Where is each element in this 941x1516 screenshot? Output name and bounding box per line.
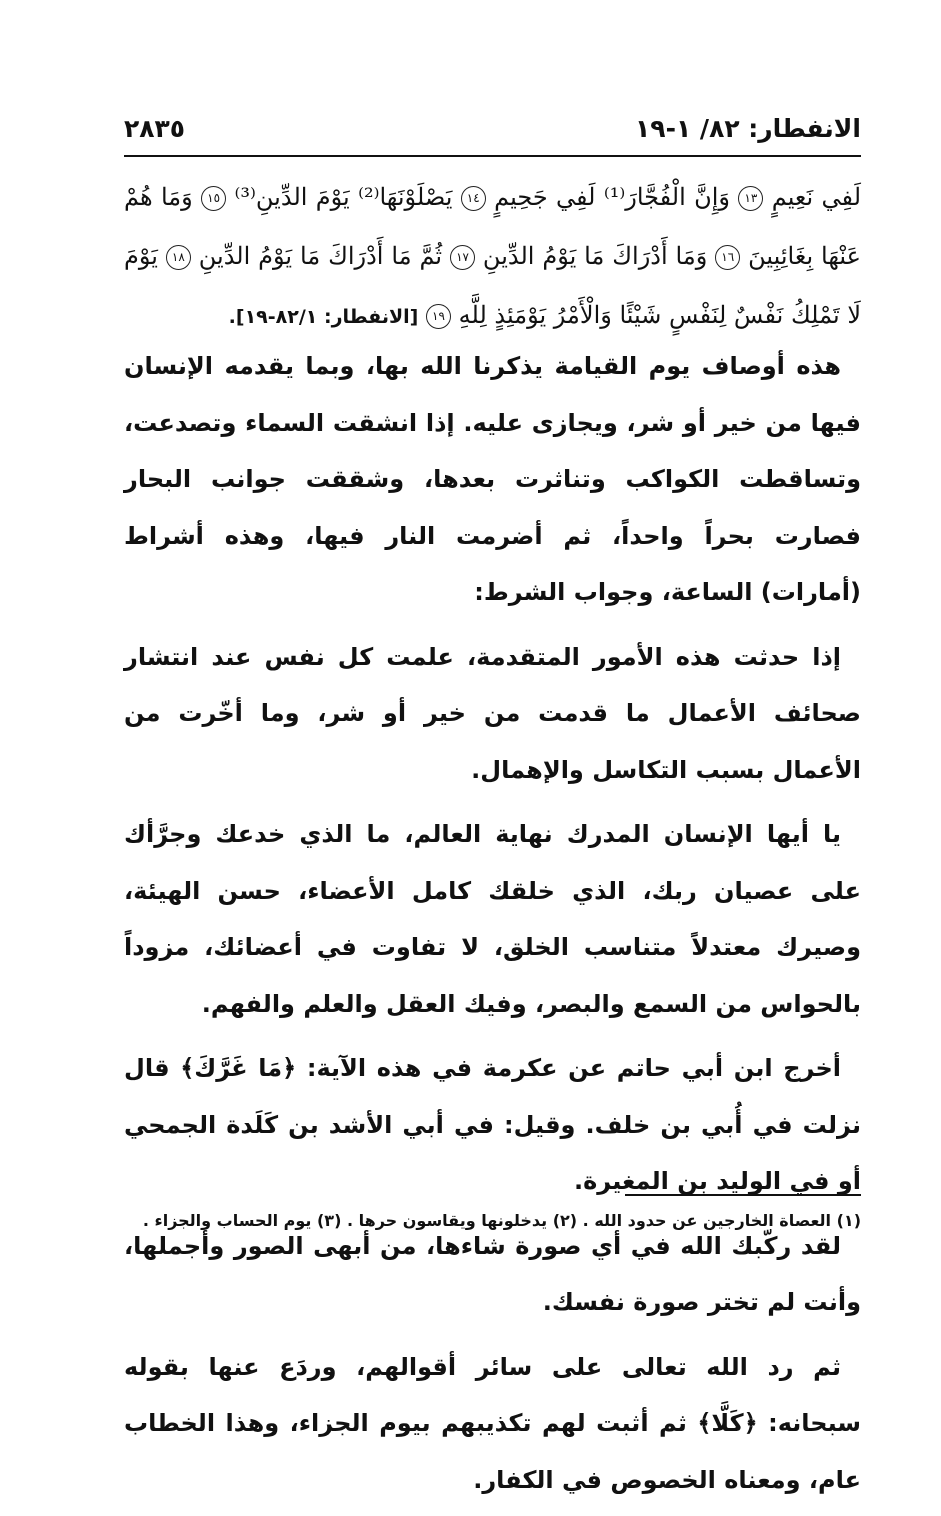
verse-text: يَصْلَوْنَهَا⁽²⁾ يَوْمَ الدِّينِ⁽³⁾ bbox=[234, 183, 453, 211]
verse-text: وَمَا أَدْرَاكَ مَا يَوْمُ الدِّينِ bbox=[482, 242, 708, 270]
page-number: ٢٨٣٥ bbox=[124, 114, 186, 143]
verse-number-marker: ١٨ bbox=[166, 245, 191, 270]
verse-number-marker: ١٧ bbox=[450, 245, 475, 270]
verse-number-marker: ١٩ bbox=[426, 304, 451, 329]
commentary-body bbox=[124, 338, 861, 1516]
verse-number-marker: ١٥ bbox=[201, 186, 226, 211]
verse-reference: [الانفطار: ٨٢/١-١٩]. bbox=[228, 306, 419, 328]
verse-text: ثُمَّ مَا أَدْرَاكَ مَا يَوْمُ الدِّينِ bbox=[198, 242, 443, 270]
commentary-paragraph: أخرج ابن أبي حاتم عن عكرمة في هذه الآية: ﴿مَا غَرَّكَ﴾ قال نزلت في أُبي بن خلف. وقيل: في أبي الأشد بن كَلَدة الجمحي أو في الوليد بن المغيرة. bbox=[124, 1054, 861, 1195]
verse-number-marker: ١٣ bbox=[738, 186, 763, 211]
verse-text: يَوْمَ لَا تَمْلِكُ نَفْسٌ لِنَفْسٍ شَيْئًا وَالْأَمْرُ يَوْمَئِذٍ لِلَّهِ bbox=[124, 242, 861, 329]
commentary-paragraph: إذا حدثت هذه الأمور المتقدمة، علمت كل نفس عند انتشار صحائف الأعمال ما قدمت من خير أو شر، وما أخّرت من الأعمال بسبب التكاسل والإهمال. bbox=[124, 642, 861, 784]
commentary-paragraph: لقد ركّبك الله في أي صورة شاءها، من أبهى الصور وأجملها، وأنت لم تختر صورة نفسك. bbox=[124, 1231, 861, 1316]
footnote-rule bbox=[625, 1194, 861, 1196]
quran-verses bbox=[124, 168, 861, 347]
commentary-paragraph: يا أيها الإنسان المدرك نهاية العالم، ما الذي خدعك وجرَّأك على عصيان ربك، الذي خلقك كامل الأعضاء، حسن الهيئة، وصيرك معتدلاً متناسب الخلق، لا تفاوت في أعضائك، مزوداً بالحواس من السمع والبصر، وفيك العقل والعلم والفهم. bbox=[124, 820, 861, 1018]
footnotes: (١) العصاة الخارجين عن حدود الله . (٢) يدخلونها ويقاسون حرها . (٣) يوم الحساب والجزاء . bbox=[142, 1211, 861, 1230]
verse-number-marker: ١٤ bbox=[461, 186, 486, 211]
header-rule bbox=[124, 155, 861, 157]
surah-reference: الانفطار: ٨٢/ ١-١٩ bbox=[635, 114, 861, 143]
verse-text: لَفِي نَعِيمٍ bbox=[771, 183, 862, 211]
commentary-paragraph: هذه أوصاف يوم القيامة يذكرنا الله بها، وبما يقدمه الإنسان فيها من خير أو شر، ويجازى عليه. إذا انشقت السماء وتصدعت، وتساقطت الكواكب وتناثرت بعدها، وشققت جوانب البحار فصارت بحراً واحداً، ثم أضرمت النار فيها، وهذه أشراط (أمارات) الساعة، وجواب الشرط: bbox=[124, 352, 861, 606]
verse-number-marker: ١٦ bbox=[715, 245, 740, 270]
commentary-paragraph: ثم رد الله تعالى على سائر أقوالهم، وردَع عنها بقوله سبحانه: ﴿كَلَّا﴾ ثم أثبت لهم تكذيبهم بيوم الجزاء، وهذا الخطاب عام، ومعناه الخصوص في الكفار. bbox=[124, 1352, 861, 1494]
verse-text: وَمَا هُمْ عَنْهَا بِغَائِبِينَ bbox=[124, 183, 861, 270]
verse-text: وَإِنَّ الْفُجَّارَ⁽¹⁾ لَفِي جَحِيمٍ bbox=[494, 183, 730, 211]
page-header bbox=[124, 108, 861, 152]
